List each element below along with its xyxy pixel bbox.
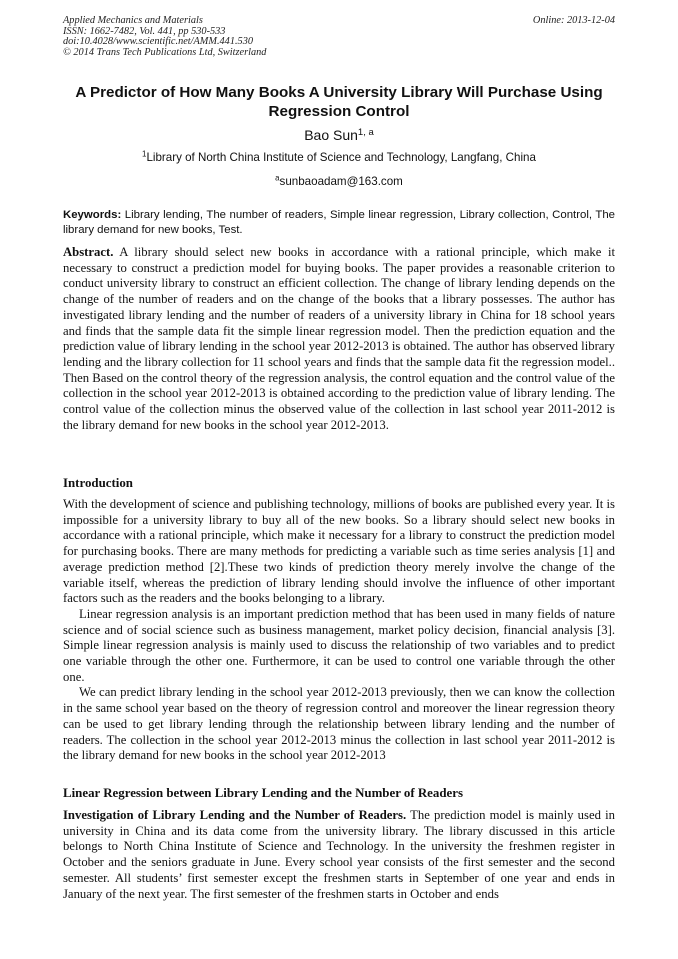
- introduction-paragraph-3: We can predict library lending in the school year 2012-2013 previously, then we can know the collection in the same school year based on the theory of regression control and moreover the linear regression theory can be used to get library lending through the relationship between library lending and the number of readers. The collection in the school year 2012-2013 minus the collection in last school year 2011-2012 is the library demand for new books in the school year 2012-2013: [63, 685, 615, 763]
- introduction-body: [63, 497, 615, 764]
- introduction-paragraph-2: Linear regression analysis is an important prediction method that has been used in many fields of nature science and of social science such as business management, market policy decision, financial analysis [3]. Simple linear regression analysis is mainly used to discuss the relationship of two variables and to predict one variable through the other one. Furthermore, it can be used to control one variable through the other one.: [63, 606, 615, 684]
- affiliation-text: Library of North China Institute of Science and Technology, Langfang, China: [146, 151, 536, 164]
- copyright-line: © 2014 Trans Tech Publications Ltd, Switzerland: [63, 46, 267, 58]
- author-superscript: 1, a: [357, 126, 374, 138]
- introduction-heading: Introduction: [63, 476, 133, 490]
- paper-title: A Predictor of How Many Books A University Library Will Purchase Using Regression Control: [75, 84, 603, 120]
- email-text: sunbaoadam@163.com: [279, 175, 403, 188]
- email-superscript: a: [275, 173, 280, 183]
- online-date: Online: 2013-12-04: [532, 15, 615, 26]
- doi-line: doi:10.4028/www.scientific.net/AMM.441.530: [63, 36, 253, 48]
- abstract-text: A library should select new books in accordance with a rational principle, which make it necessary to construct a prediction model for buying books. The paper provides a reasonable criterion to conduct university library to construct an efficient collection. The change of library lending depends on the change of the number of readers and on the change of the books that a library possesses. The author has investigated library lending and the number of readers of a university library in China for 18 school years and finds that the sample data fit the simple linear regression model. Then the prediction equation and the prediction value of library lending in the school year 2012-2013 is obtained. The author has observed library lending and the library collection for 11 school years and finds that the sample data fit the regression model.. Then Based on the control theory of the regression analysis, the control equation and the control value of the collection in the school year 2012-2013 is obtained according to the prediction value of library lending. The control value of the collection minus the observed value of the collection in last school year 2011-2012 is the library demand for new books in the school year 2012-2013.: [63, 245, 615, 432]
- section-body: [63, 808, 615, 902]
- issn-line: ISSN: 1662-7482, Vol. 441, pp 530-533: [63, 25, 226, 37]
- abstract: [63, 245, 615, 433]
- affiliation: [63, 150, 615, 165]
- author-line: [63, 126, 615, 144]
- subsection-heading: Investigation of Library Lending and the Number of Readers.: [63, 808, 407, 822]
- introduction-paragraph-1: With the development of science and publishing technology, millions of books are published every year. It is impossible for a university library to buy all of the new books. So a library should select new books in accordance with a rational principle, which make it necessary for a library to construct the prediction model for purchasing books. There are many methods for predicting a variable such as time series analysis [1] and average prediction method [2].These two kinds of prediction theory merely involve the change of the variable itself, whereas the prediction of library lending should involve the influence of other important factors such as the readers and the books belonging to a library.: [63, 497, 615, 606]
- email: [63, 174, 615, 189]
- keywords-text: Library lending, The number of readers, Simple linear regression, Library collection, Control, The library demand for new books, Test.: [63, 209, 616, 237]
- section-text: The prediction model is mainly used in university in China and its data come from the university library. The library discussed in this article belongs to North China Institute of Science and Technology. In the university the freshmen register in October and the seniors graduate in June. Every school year consists of the first semester and the second semester. All students’ first semester except the freshmen starts in September of one year and ends in January of the next year. The first semester of the freshmen starts in October and ends: [63, 808, 615, 901]
- section-heading: Linear Regression between Library Lending and the Number of Readers: [63, 786, 463, 800]
- abstract-label: Abstract.: [63, 245, 114, 259]
- running-header: [63, 16, 615, 58]
- journal-name: Applied Mechanics and Materials: [63, 15, 203, 26]
- keywords-label: Keywords:: [63, 209, 122, 221]
- author-name: Bao Sun: [304, 127, 358, 143]
- keywords: [63, 208, 615, 238]
- affiliation-superscript: 1: [142, 149, 147, 159]
